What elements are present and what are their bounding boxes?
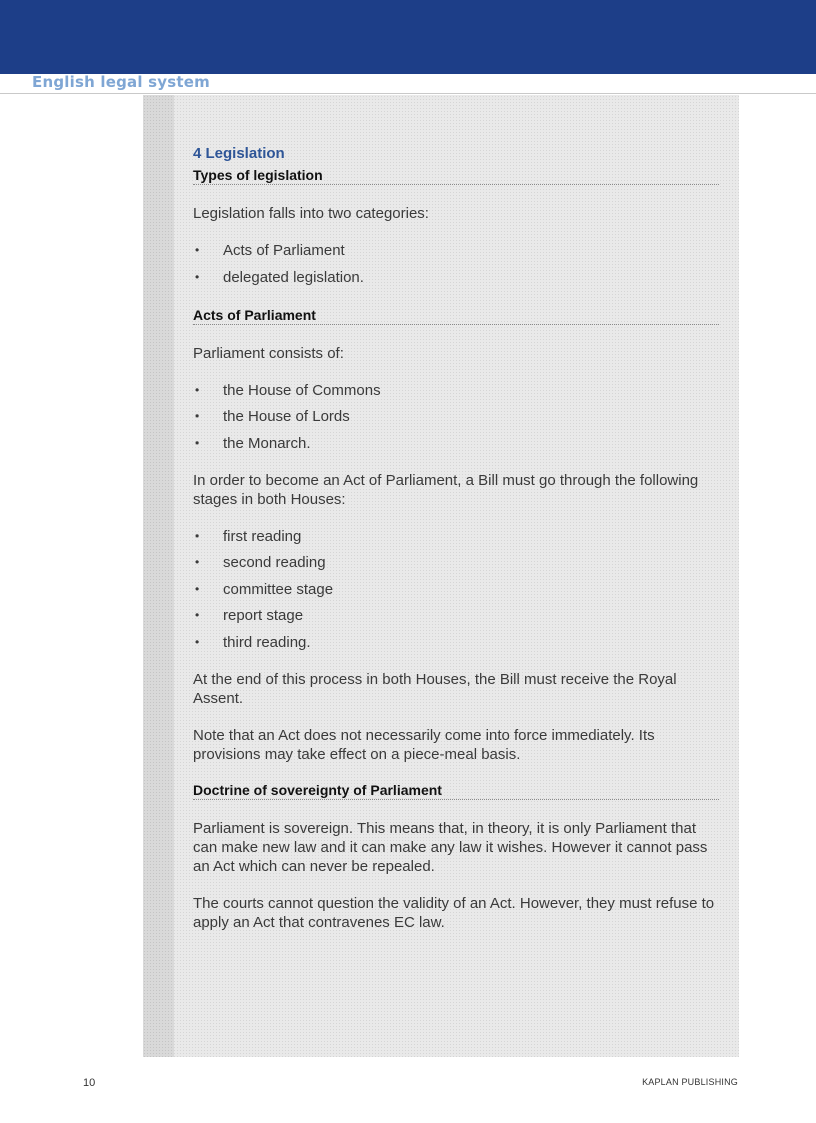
bullet-icon: • [195,409,200,423]
section-heading-sovereignty: Doctrine of sovereignty of Parliament [193,782,719,800]
list-item: • committee stage [195,580,334,598]
header-band [0,0,816,74]
content-panel [143,95,739,1057]
paragraph: Parliament is sovereign. This means that, in theory, it is only Parliament that can make new law and it can make any law it wishes. However it cannot pass an Act which can never be repealed. [193,819,708,875]
paragraph: Parliament consists of: [193,344,344,362]
bullet-icon: • [195,243,200,257]
list-item: • Acts of Parliament [195,242,345,259]
paragraph: In order to become an Act of Parliament, a Bill must go through the following stages in both Houses: [193,471,699,508]
list-item: • first reading [195,527,302,545]
bullet-list-stages [193,527,719,652]
bullet-list-parliament [193,381,719,453]
bullet-icon: • [195,555,200,569]
list-item: • second reading [195,554,326,571]
list-item: • the House of Lords [195,408,350,425]
list-item: • report stage [195,607,304,624]
bullet-icon: • [195,581,200,596]
panel-body [193,145,719,950]
list-item: • the Monarch. [195,434,311,452]
section-heading-acts: Acts of Parliament [193,307,719,325]
list-item: • delegated legislation. [195,268,364,286]
page-number: 10 [83,1077,96,1089]
section-heading-types: Types of legislation [193,167,719,185]
margin-strip [143,95,174,1057]
running-header-title: English legal system [32,73,210,91]
header-divider [0,93,816,94]
bullet-icon: • [195,608,200,622]
chapter-title: 4 Legislation [193,145,285,162]
paragraph: Legislation falls into two categories: [193,205,429,222]
bullet-icon: • [195,634,200,649]
publisher-name: KAPLAN PUBLISHING [642,1077,738,1087]
paragraph: The courts cannot question the validity of an Act. However, they must refuse to apply an Act that contravenes EC law. [193,894,715,931]
bullet-icon: • [195,528,200,543]
bullet-icon: • [195,269,200,284]
bullet-icon: • [195,382,200,397]
bullet-icon: • [195,435,200,450]
paragraph: Note that an Act does not necessarily come into force immediately. Its provisions may take effect on a piece-meal basis. [193,726,655,763]
bullet-list-categories [193,241,719,287]
list-item: • the House of Commons [195,381,381,399]
list-item: • third reading. [195,633,311,651]
paragraph: At the end of this process in both Houses, the Bill must receive the Royal Assent. [193,670,677,707]
